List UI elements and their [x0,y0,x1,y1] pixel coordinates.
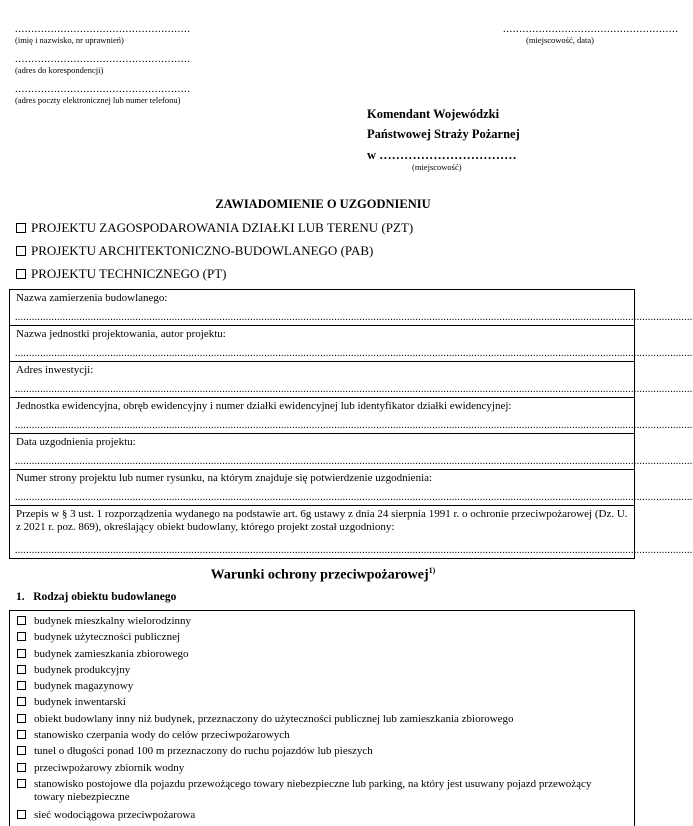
field-label: Nazwa jednostki projektowania, autor projektu: [16,328,226,340]
checkbox-icon[interactable] [17,616,26,625]
address-caption: (adres do korespondencji) [15,65,104,75]
field-label: Data uzgodnienia projektu: [16,436,136,448]
project-type-pzt[interactable]: PROJEKTU ZAGOSPODAROWANIA DZIAŁKI LUB TERENU (PZT) [16,220,413,236]
object-type-option[interactable]: budynek mieszkalny wielorodzinny [10,614,634,630]
checkbox-icon[interactable] [17,681,26,690]
checkbox-icon[interactable] [16,269,26,279]
object-type-option[interactable]: sieć wodociągowa przeciwpożarowa [10,808,634,824]
object-type-option[interactable]: budynek użyteczności publicznej [10,630,634,646]
checkbox-icon[interactable] [17,810,26,819]
recipient-line-1: Komendant Wojewódzki [367,107,500,121]
field-row[interactable] [10,290,693,326]
field-label: Numer strony projektu lub numer rysunku, na którym znajduje się potwierdzenie uzgodnienia: [16,472,433,484]
field-label: Przepis w § 3 ust. 1 rozporządzenia wydanego na podstawie art. 6g ustawy z dnia 24 sierpnia 1991 r. o ochronie przeciwpożarowej (Dz. U. z 2021 r. poz. 869), określający obiekt budowlany, którego projekt został uzgodniony: [16,508,628,533]
section-heading: Warunki ochrony przeciwpożarowej$^{1)}$ [210,566,436,583]
checkbox-icon[interactable] [16,223,26,233]
object-type-option[interactable]: budynek zamieszkania zbiorowego [10,647,634,663]
checkbox-icon[interactable] [17,697,26,706]
object-type-option[interactable]: stanowisko czerpania wody do celów przeciwpożarowych [10,728,634,744]
object-type-option[interactable]: stanowisko postojowe dla pojazdu przewożącego towary niebezpieczne lub parking, na który jest usuwany pojazd przewożący towary niebezpieczne [10,777,634,808]
object-type-option[interactable]: obiekt budowlany inny niż budynek, przeznaczony do użyteczności publicznej lub zamieszkania zbiorowego [10,712,634,728]
address-dots[interactable]: ...................................................... [15,53,191,65]
checkbox-icon[interactable] [17,649,26,658]
object-type-option[interactable]: tunel o długości ponad 100 m przeznaczony do ruchu pojazdów lub pieszych [10,744,634,760]
field-row[interactable] [10,326,693,362]
object-type-list [9,610,635,826]
recipient-line-2: Państwowej Straży Pożarnej [367,127,520,141]
checkbox-icon[interactable] [17,746,26,755]
recipient-line-3[interactable]: w …………………………… [367,148,517,162]
field-label: Nazwa zamierzenia budowlanego: [16,292,168,304]
place-date-dots[interactable]: ...................................................... [503,23,679,35]
email-caption: (adres poczty elektronicznej lub numer telefonu) [15,95,181,105]
checkbox-icon[interactable] [17,665,26,674]
document-title: ZAWIADOMIENIE O UZGODNIENIU [215,197,431,211]
checkbox-icon[interactable] [16,246,26,256]
checkbox-icon[interactable] [17,632,26,641]
object-type-option[interactable]: budynek magazynowy [10,679,634,695]
object-type-option[interactable]: budynek inwentarski [10,695,634,711]
field-row[interactable] [10,506,693,558]
recipient-caption: (miejscowość) [412,162,462,172]
project-type-pab[interactable]: PROJEKTU ARCHITEKTONICZNO-BUDOWLANEGO (PAB) [16,243,373,259]
field-row[interactable] [10,470,693,506]
footnote-marker[interactable]: 1) [428,566,436,575]
project-type-pt[interactable]: PROJEKTU TECHNICZNEGO (PT) [16,266,226,282]
field-dots[interactable]: .................................................................................................................................................................................................................................................. [15,348,693,359]
email-dots[interactable]: ...................................................... [15,83,191,95]
field-dots[interactable]: .................................................................................................................................................................................................................................................. [15,384,693,395]
field-label: Adres inwestycji: [16,364,94,376]
checkbox-icon[interactable] [17,779,26,788]
field-row[interactable] [10,362,693,398]
checkbox-icon[interactable] [17,763,26,772]
field-dots[interactable]: .................................................................................................................................................................................................................................................. [15,420,693,431]
checkbox-icon[interactable] [17,730,26,739]
checkbox-icon[interactable] [17,714,26,723]
object-type-option[interactable]: budynek produkcyjny [10,663,634,679]
name-dots[interactable]: ...................................................... [15,23,191,35]
field-dots[interactable]: .................................................................................................................................................................................................................................................. [15,492,693,503]
field-row[interactable] [10,434,693,470]
field-row[interactable] [10,398,693,434]
field-dots[interactable]: .................................................................................................................................................................................................................................................. [15,312,693,323]
name-caption: (imię i nazwisko, nr uprawnień) [15,35,124,45]
subsection-heading: 1. Rodzaj obiektu budowlanego [16,591,177,603]
object-type-option[interactable]: przeciwpożarowy zbiornik wodny [10,761,634,777]
field-label: Jednostka ewidencyjna, obręb ewidencyjny i numer działki ewidencyjnej lub identyfikator działki ewidencyjnej: [16,400,512,412]
field-dots[interactable]: .................................................................................................................................................................................................................................................. [15,456,693,467]
place-date-caption: (miejscowość, data) [526,35,594,45]
fields-table [9,289,693,559]
field-dots[interactable]: .................................................................................................................................................................................................................................................. [15,545,693,556]
